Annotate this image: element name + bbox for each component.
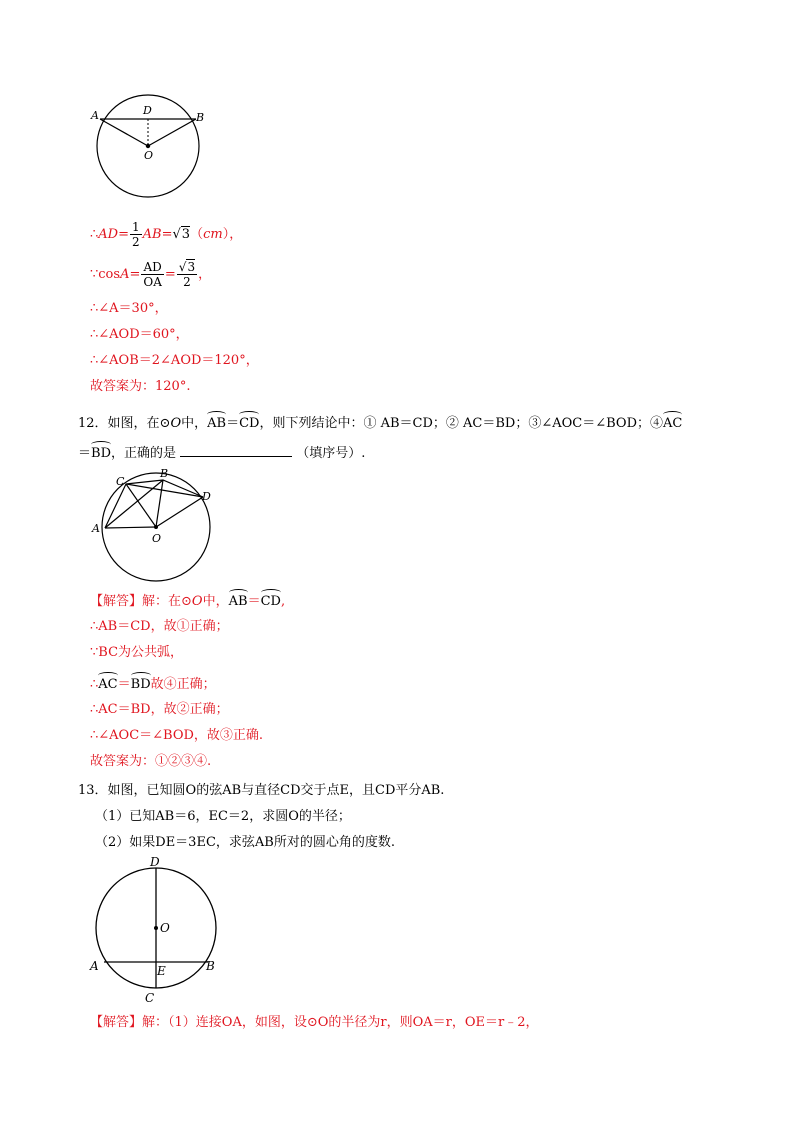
- label-e: E: [157, 964, 166, 978]
- sol11-line1: ∴AD= $\frac{1}{2}$ AB=√3（cm），: [90, 220, 243, 249]
- arc-ac: AC: [663, 412, 682, 433]
- sol12-line6: ∴∠AOC＝∠BOD，故③正确.: [90, 728, 264, 743]
- figure-circle-aob: [88, 92, 208, 204]
- label-c: C: [145, 991, 155, 1005]
- sol12-line2: ∴AB＝CD，故①正确；: [90, 619, 229, 634]
- fraction-one-half: $\frac{1}{2}$: [132, 220, 140, 249]
- sol11-line5: ∴∠AOB＝2∠AOD＝120°，: [90, 353, 259, 368]
- label-d: D: [150, 855, 160, 869]
- label-a: A: [91, 109, 99, 122]
- q13-line3: （2）如果DE＝3EC，求弦AB所对的圆心角的度数.: [95, 835, 395, 850]
- arc-ab: AB: [229, 590, 248, 611]
- label-d: D: [143, 104, 152, 117]
- sol12-line3: ∵BC为公共弧，: [90, 645, 184, 660]
- sqrt-3: √3: [172, 227, 191, 242]
- sol13-line1: 【解答】解：（1）连接OA，如图，设⊙O的半径为r，则OA＝r，OE＝r﹣2，: [90, 1015, 539, 1030]
- sol11-line2: ∵cosA= $\frac{AD}{OA}$ = $\frac{√3}{2}$ ，: [90, 260, 212, 289]
- figure-circle-abcd: [90, 466, 220, 584]
- label-a: A: [90, 959, 99, 973]
- sol11-line4: ∴∠AOD＝60°，: [90, 327, 189, 342]
- sol12-line7: 故答案为：①②③④.: [90, 754, 212, 769]
- sol11-line6: 故答案为：120°.: [90, 379, 191, 394]
- sol12-line4: ∴AC＝BD故④正确；: [90, 673, 216, 694]
- label-b: B: [196, 111, 205, 124]
- arc-bd: BD: [91, 442, 111, 463]
- arc-cd: CD: [261, 590, 281, 611]
- figure-circle-diameter-cd: [86, 854, 226, 1006]
- q12-line2: ＝BD，正确的是 （填序号）.: [78, 442, 365, 463]
- q12-line1: 12．如图，在⊙O中，AB＝CD，则下列结论中：① AB＝CD；② AC＝BD；③∠AOC＝∠BOD；④AC: [78, 412, 682, 433]
- label-o: O: [152, 532, 162, 545]
- label-d: D: [202, 490, 211, 503]
- label-o: O: [144, 149, 154, 162]
- q13-line1: 13．如图，已知圆O的弦AB与直径CD交于点E，且CD平分AB.: [78, 783, 445, 798]
- label-b: B: [160, 467, 169, 480]
- fraction-sqrt3-2: $\frac{√3}{2}$: [178, 260, 196, 289]
- sol12-line5: ∴AC＝BD，故②正确；: [90, 702, 229, 717]
- label-o: O: [160, 921, 170, 935]
- fraction-ad-oa: $\frac{AD}{OA}$: [143, 260, 162, 289]
- sol11-line3: ∴∠A＝30°，: [90, 301, 168, 316]
- label-b: B: [206, 959, 215, 973]
- label-c: C: [116, 475, 125, 488]
- sol12-line1: 【解答】解：在⊙O中，AB＝CD,: [90, 590, 285, 611]
- arc-ac: AC: [98, 673, 117, 694]
- label-a: A: [92, 522, 100, 535]
- q13-line2: （1）已知AB＝6，EC＝2，求圆O的半径；: [95, 809, 351, 824]
- arc-ab: AB: [207, 412, 226, 433]
- arc-bd: BD: [131, 673, 151, 694]
- answer-blank[interactable]: [180, 444, 292, 457]
- arc-cd: CD: [239, 412, 259, 433]
